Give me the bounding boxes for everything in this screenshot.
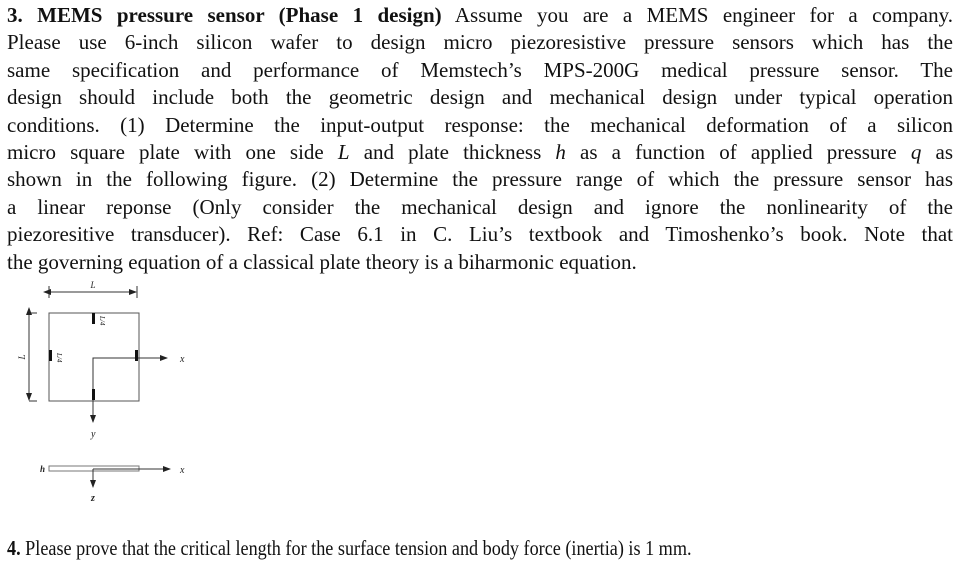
text-line: Please use 6-inch silicon wafer to design micro piezoresistive pressure sensors which has the: [7, 30, 953, 55]
text-line: design should include both the geometric design and mechanical design under typical operation: [7, 85, 953, 110]
z-axis-label: z: [91, 493, 95, 504]
text-line: shown in the following figure. (2) Determine the pressure range of which the pressure sensor has: [7, 167, 953, 192]
text-line: the governing equation of a classical plate theory is a biharmonic equation.: [7, 249, 637, 274]
x-axis-label: x: [180, 465, 185, 476]
plate-figure: [0, 275, 220, 505]
text-line: conditions. (1) Determine the input-output response: the mechanical deformation of a silicon: [7, 112, 953, 137]
side-length-label: L: [90, 280, 96, 290]
thickness-label: h: [40, 464, 46, 474]
text-line: a linear reponse (Only consider the mechanical design and ignore the nonlinearity of the: [7, 194, 953, 219]
side-length-label: L: [17, 354, 27, 360]
gauge-label: L/4: [55, 353, 63, 363]
axes-origin: [93, 358, 167, 420]
y-axis-label: y: [91, 429, 96, 440]
problem-3-heading: 3. MEMS pressure sensor (Phase 1 design): [7, 3, 442, 27]
x-axis-label: x: [180, 354, 185, 365]
text-line: same specification and performance of Memstech’s MPS-200G medical pressure sensor. The: [7, 57, 953, 82]
problem-4: 4. Please prove that the critical length for the surface tension and body force (inertia) is 1 mm.: [7, 536, 692, 560]
problem-3: [7, 2, 953, 276]
problem-4-number: 4.: [7, 536, 21, 560]
text-line: micro square plate with one side L and plate thickness h as a function of applied pressure q as: [7, 139, 953, 164]
text-line: piezoresitive transducer). Ref: Case 6.1 in C. Liu’s textbook and Timoshenko’s book. Note that: [7, 222, 953, 247]
text-line: 3. MEMS pressure sensor (Phase 1 design) Assume you are a MEMS engineer for a company.: [7, 3, 954, 27]
gauge-label: L/4: [98, 316, 106, 326]
